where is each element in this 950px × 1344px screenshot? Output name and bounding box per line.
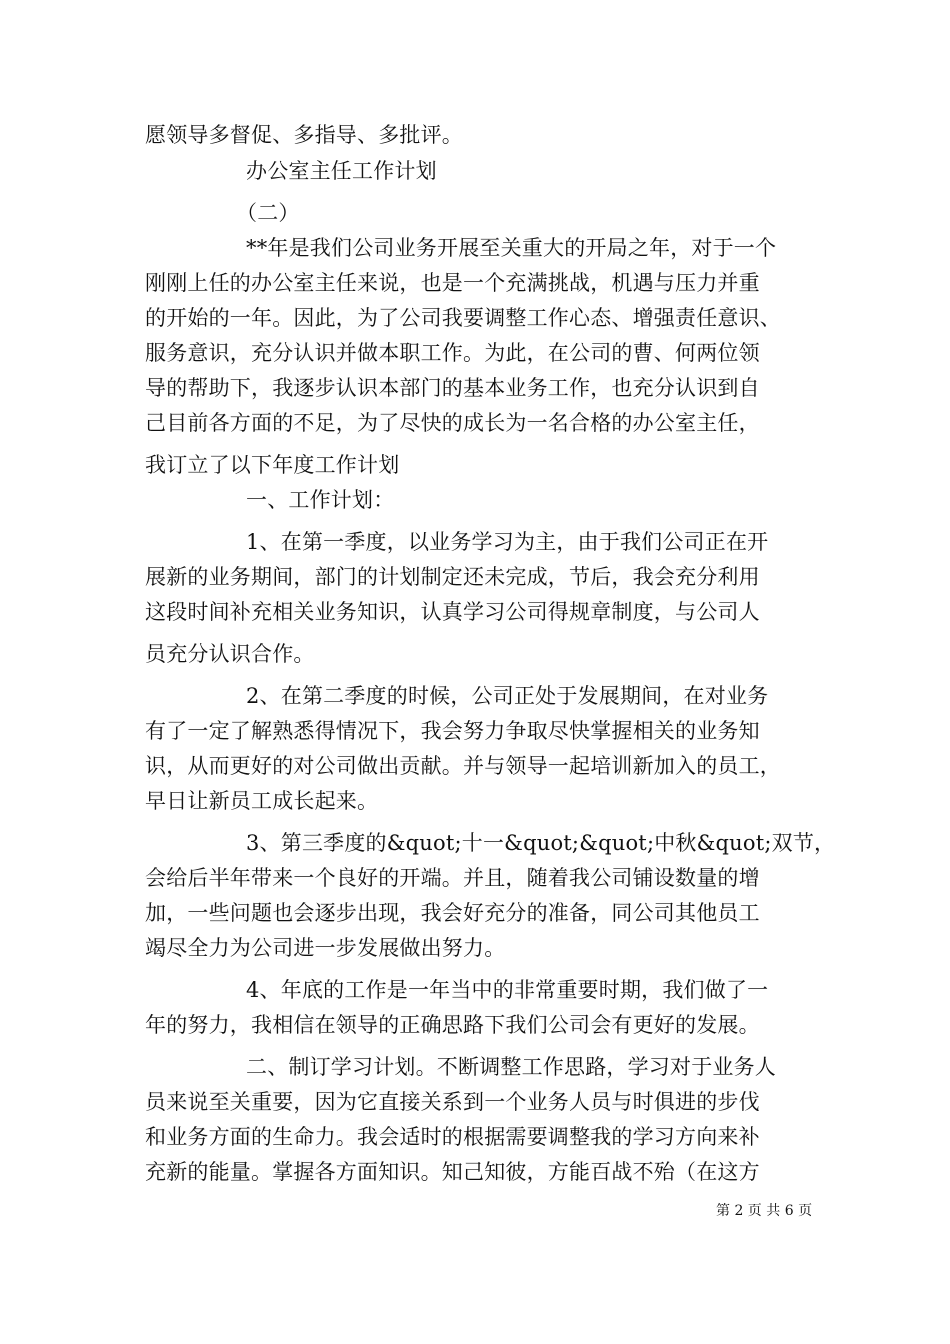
text-line-23: 竭尽全力为公司进一步发展做出努力。 bbox=[145, 936, 506, 960]
text-line-14: 这段时间补充相关业务知识，认真学习公司得规章制度，与公司人 bbox=[145, 600, 760, 624]
text-line-21: 会给后半年带来一个良好的开端。并且，随着我公司铺设数量的增 bbox=[145, 866, 760, 890]
text-line-25: 年的努力，我相信在领导的正确思路下我们公司会有更好的发展。 bbox=[145, 1013, 760, 1037]
text-line-18: 识，从而更好的对公司做出贡献。并与领导一起培训新加入的员工， bbox=[145, 754, 781, 778]
text-line-12: 1、在第一季度，以业务学习为主，由于我们公司正在开 bbox=[246, 530, 769, 554]
heading-work-plan: 一、工作计划： bbox=[246, 488, 395, 512]
text-line-1: 愿领导多督促、多指导、多批评。 bbox=[145, 123, 463, 147]
text-line-5: 刚刚上任的办公室主任来说，也是一个充满挑战，机遇与压力并重 bbox=[145, 271, 760, 295]
text-line-27: 员来说至关重要，因为它直接关系到一个业务人员与时俱进的步伐 bbox=[145, 1090, 760, 1114]
text-line-4: **年是我们公司业务开展至关重大的开局之年，对于一个 bbox=[246, 236, 777, 260]
text-line-28: 和业务方面的生命力。我会适时的根据需要调整我的学习方向来补 bbox=[145, 1125, 760, 1149]
text-line-20: 3、第三季度的&quot;十一&quot;&quot;中秋&quot;双节， bbox=[246, 831, 836, 855]
text-line-17: 有了一定了解熟悉得情况下，我会努力争取尽快掌握相关的业务知 bbox=[145, 719, 760, 743]
text-line-8: 导的帮助下，我逐步认识本部门的基本业务工作，也充分认识到自 bbox=[145, 376, 760, 400]
text-line-22: 加，一些问题也会逐步出现，我会好充分的准备，同公司其他员工 bbox=[145, 901, 760, 925]
text-line-15: 员充分认识合作。 bbox=[145, 642, 315, 666]
text-line-19: 早日让新员工成长起来。 bbox=[145, 789, 379, 813]
text-line-7: 服务意识，充分认识并做本职工作。为此，在公司的曹、何两位领 bbox=[145, 341, 760, 365]
text-line-6: 的开始的一年。因此，为了公司我要调整工作心态、增强责任意识、 bbox=[145, 306, 781, 330]
text-line-10: 我订立了以下年度工作计划 bbox=[145, 453, 400, 477]
text-line-26: 二、制订学习计划。不断调整工作思路，学习对于业务人 bbox=[246, 1055, 776, 1079]
section-number: （二） bbox=[236, 201, 300, 225]
text-line-24: 4、年底的工作是一年当中的非常重要时期，我们做了一 bbox=[246, 978, 769, 1002]
text-line-16: 2、在第二季度的时候，公司正处于发展期间，在对业务 bbox=[246, 684, 769, 708]
text-line-29: 充新的能量。掌握各方面知识。知己知彼，方能百战不殆（在这方 bbox=[145, 1160, 760, 1184]
text-line-13: 展新的业务期间，部门的计划制定还未完成，节后，我会充分利用 bbox=[145, 565, 760, 589]
section-title: 办公室主任工作计划 bbox=[246, 159, 437, 183]
page-footer: 第 2 页 共 6 页 bbox=[716, 1203, 813, 1219]
text-line-9: 己目前各方面的不足，为了尽快的成长为一名合格的办公室主任， bbox=[145, 411, 760, 435]
